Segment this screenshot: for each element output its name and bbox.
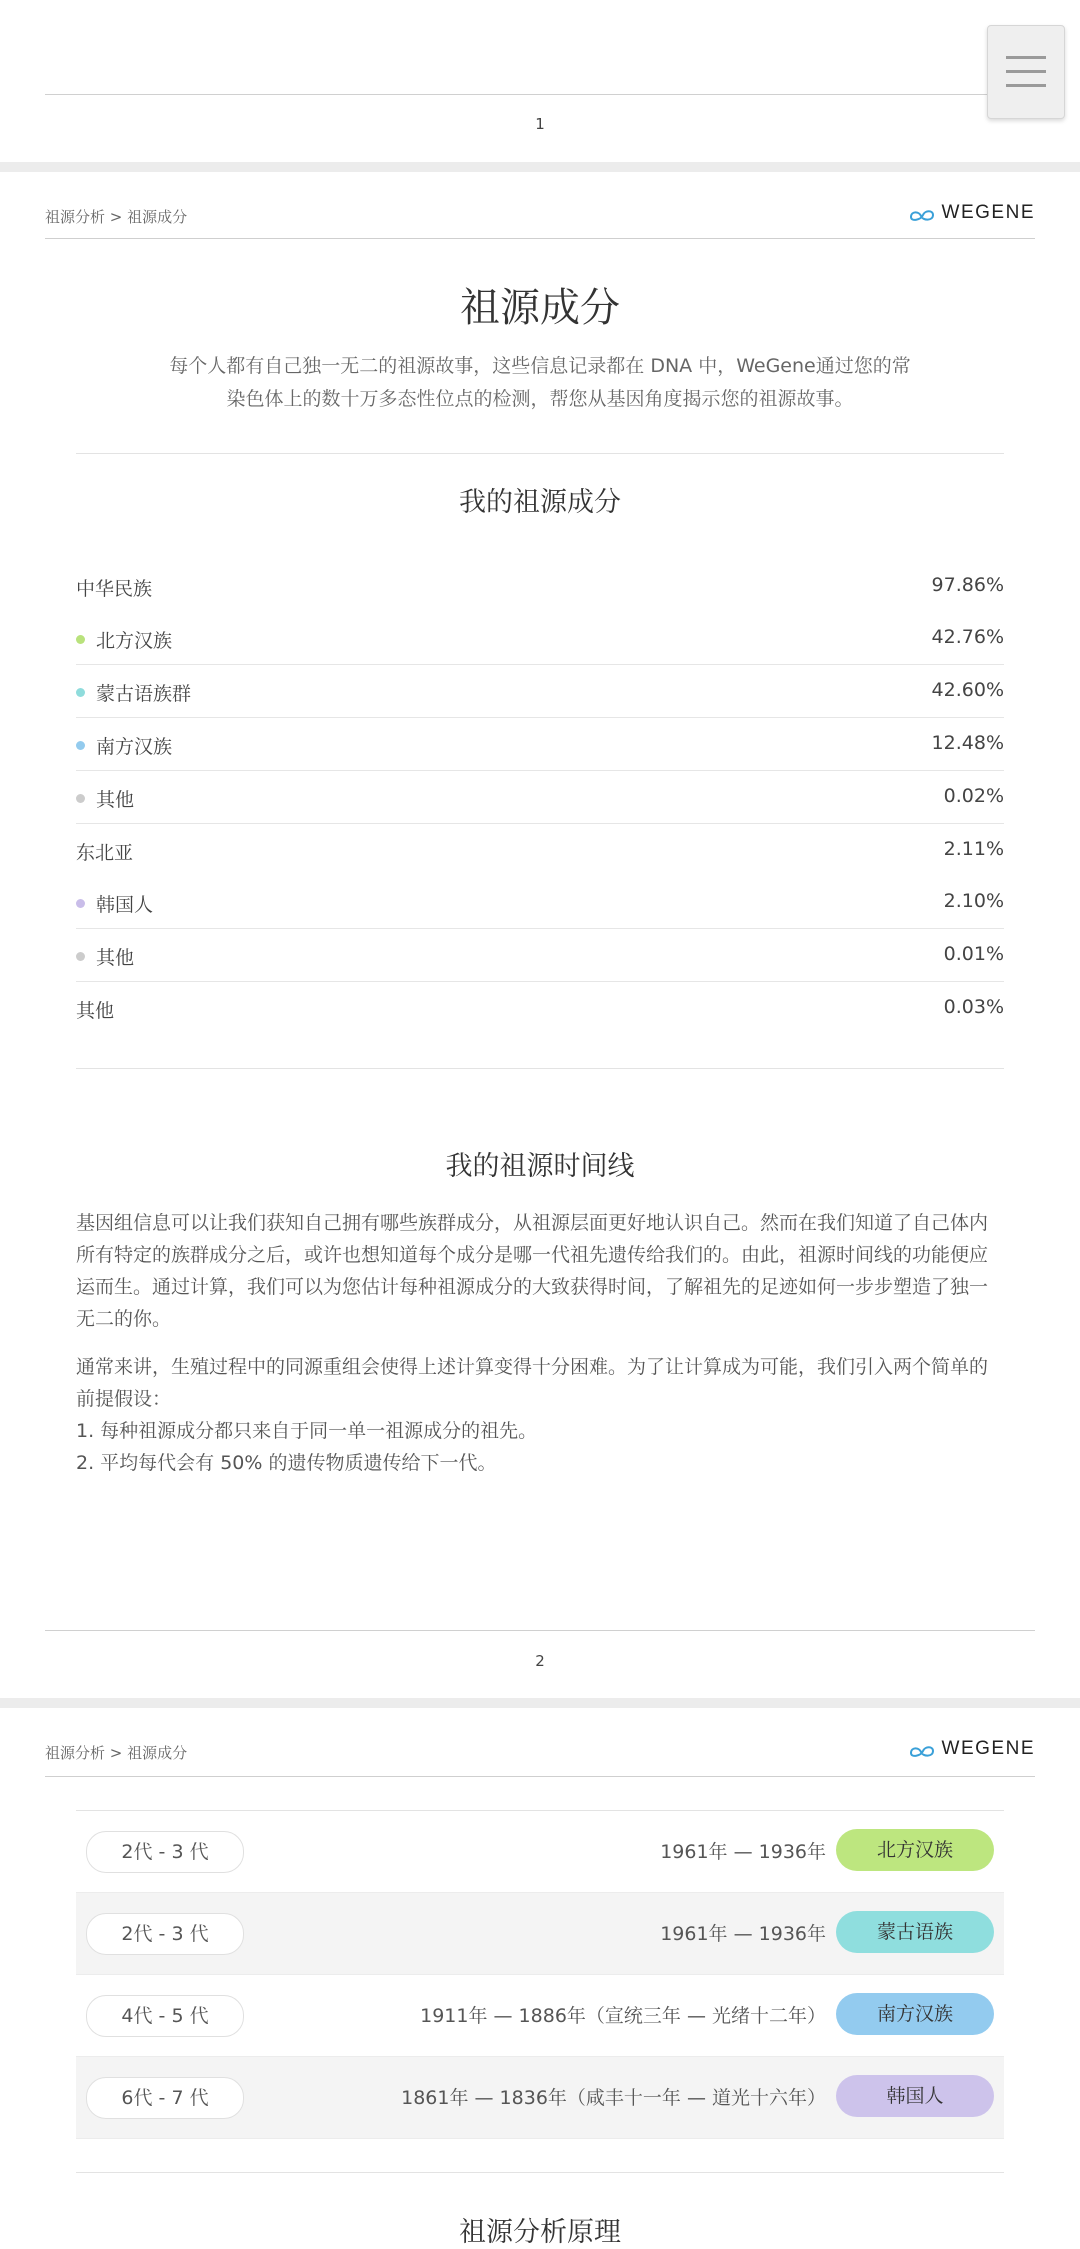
page-footer-line xyxy=(45,1630,1035,1631)
year-range: 1861年 — 1836年（咸丰十一年 — 道光十六年） xyxy=(401,2087,826,2109)
hamburger-menu-icon xyxy=(1006,84,1046,87)
page-title: 祖源成分 xyxy=(460,285,620,331)
ancestry-label: 其他 xyxy=(96,947,135,969)
menu-button[interactable] xyxy=(987,25,1065,119)
page-number: 2 xyxy=(535,1652,545,1670)
ancestry-label: 蒙古语族群 xyxy=(96,683,192,705)
page-separator xyxy=(0,1698,1080,1708)
brand-logo xyxy=(908,202,1035,224)
brand-logo xyxy=(908,1738,1035,1760)
generation-badge: 2代 - 3 代 xyxy=(86,1831,244,1873)
ancestry-label: 北方汉族 xyxy=(96,630,173,652)
assumption-2: 2. 平均每代会有 50% 的遗传物质遗传给下一代。 xyxy=(76,1452,497,1474)
ancestry-percent: 0.01% xyxy=(943,943,1004,965)
ancestry-name xyxy=(76,626,172,653)
year-range: 1911年 — 1886年（宣统三年 — 光绪十二年） xyxy=(420,2005,826,2027)
ancestry-row xyxy=(76,824,1004,876)
ancestry-timeline-table xyxy=(76,1810,1004,2139)
ancestry-percent: 42.76% xyxy=(931,626,1004,648)
section-divider xyxy=(76,2172,1004,2173)
ancestry-row xyxy=(76,560,1004,612)
color-dot-icon xyxy=(76,635,85,644)
ancestry-percent: 42.60% xyxy=(931,679,1004,701)
ancestry-group-pill: 北方汉族 xyxy=(836,1829,994,1871)
ancestry-name xyxy=(76,838,133,865)
section-divider xyxy=(76,1068,1004,1069)
timeline-row xyxy=(76,1811,1004,1893)
ancestry-row xyxy=(76,771,1004,824)
year-range: 1961年 — 1936年 xyxy=(660,1923,826,1945)
logo-text: WEGENE xyxy=(941,1738,1035,1759)
ancestry-label: 韩国人 xyxy=(96,894,154,916)
principle-heading: 祖源分析原理 xyxy=(459,2217,621,2248)
color-dot-icon xyxy=(76,794,85,803)
hamburger-menu-icon xyxy=(1006,56,1046,59)
ancestry-label: 中华民族 xyxy=(76,578,153,600)
ancestry-row xyxy=(76,876,1004,929)
hamburger-menu-icon xyxy=(1006,70,1046,73)
color-dot-icon xyxy=(76,899,85,908)
ancestry-percent: 0.03% xyxy=(943,996,1004,1018)
assumption-1: 1. 每种祖源成分都只来自于同一单一祖源成分的祖先。 xyxy=(76,1420,538,1442)
assumption-intro: 通常来讲，生殖过程中的同源重组会使得上述计算变得十分困难。为了让计算成为可能，我们引入两个简单的前提假设： xyxy=(76,1356,989,1410)
year-range: 1961年 — 1936年 xyxy=(660,1841,826,1863)
timeline-paragraph-1: 基因组信息可以让我们获知自己拥有哪些族群成分，从祖源层面更好地认识自己。然而在我们知道了自己体内所有特定的族群成分之后，或许也想知道每个成分是哪一代祖先遗传给我们的。由此，祖源时间线的功能便应运而生。通过计算，我们可以为您估计每种祖源成分的大致获得时间，了解祖先的足迹如何一步步塑造了独一无二的你。 xyxy=(76,1212,989,1330)
ancestry-group-pill: 韩国人 xyxy=(836,2075,994,2117)
ancestry-row xyxy=(76,929,1004,982)
ancestry-label: 东北亚 xyxy=(76,842,134,864)
page-header xyxy=(45,1732,1035,1772)
ancestry-label: 其他 xyxy=(96,789,135,811)
ancestry-name xyxy=(76,943,134,970)
ancestry-list xyxy=(76,560,1004,1034)
ancestry-row xyxy=(76,718,1004,771)
timeline-row xyxy=(76,1893,1004,1975)
ancestry-row xyxy=(76,982,1004,1034)
ancestry-name xyxy=(76,574,152,601)
ancestry-name xyxy=(76,996,114,1023)
timeline-row xyxy=(76,2057,1004,2139)
timeline-row xyxy=(76,1975,1004,2057)
generation-badge: 6代 - 7 代 xyxy=(86,2077,244,2119)
ancestry-heading: 我的祖源成分 xyxy=(459,487,621,518)
ancestry-percent: 12.48% xyxy=(931,732,1004,754)
ancestry-percent: 2.11% xyxy=(943,838,1004,860)
breadcrumb: 祖源分析 > 祖源成分 xyxy=(45,1744,188,1762)
ancestry-name xyxy=(76,890,153,917)
ancestry-label: 南方汉族 xyxy=(96,736,173,758)
header-line xyxy=(45,1776,1035,1777)
timeline-heading: 我的祖源时间线 xyxy=(445,1151,635,1182)
logo-text: WEGENE xyxy=(941,202,1035,223)
color-dot-icon xyxy=(76,952,85,961)
ancestry-percent: 0.02% xyxy=(943,785,1004,807)
ancestry-group-pill: 南方汉族 xyxy=(836,1993,994,2035)
ancestry-name xyxy=(76,785,134,812)
ancestry-percent: 2.10% xyxy=(943,890,1004,912)
page-header xyxy=(45,196,1035,236)
intro-text: 每个人都有自己独一无二的祖源故事，这些信息记录都在 DNA 中，WeGene通过您的常染色体上的数十万多态性位点的检测，帮您从基因角度揭示您的祖源故事。 xyxy=(169,355,911,410)
ancestry-label: 其他 xyxy=(76,1000,115,1022)
header-line xyxy=(45,238,1035,239)
ancestry-row xyxy=(76,665,1004,718)
generation-badge: 2代 - 3 代 xyxy=(86,1913,244,1955)
page-separator xyxy=(0,162,1080,172)
color-dot-icon xyxy=(76,688,85,697)
timeline-intro xyxy=(76,1207,1004,1335)
wegene-logo-icon xyxy=(908,202,936,224)
section-divider xyxy=(76,453,1004,454)
generation-badge: 4代 - 5 代 xyxy=(86,1995,244,2037)
page-footer-line xyxy=(45,94,1035,95)
page-number: 1 xyxy=(535,115,545,133)
ancestry-name xyxy=(76,679,191,706)
color-dot-icon xyxy=(76,741,85,750)
ancestry-group-pill: 蒙古语族 xyxy=(836,1911,994,1953)
ancestry-name xyxy=(76,732,172,759)
wegene-logo-icon xyxy=(908,1738,936,1760)
breadcrumb: 祖源分析 > 祖源成分 xyxy=(45,208,188,226)
ancestry-row xyxy=(76,612,1004,665)
ancestry-percent: 97.86% xyxy=(931,574,1004,596)
timeline-assumptions xyxy=(76,1351,1004,1479)
